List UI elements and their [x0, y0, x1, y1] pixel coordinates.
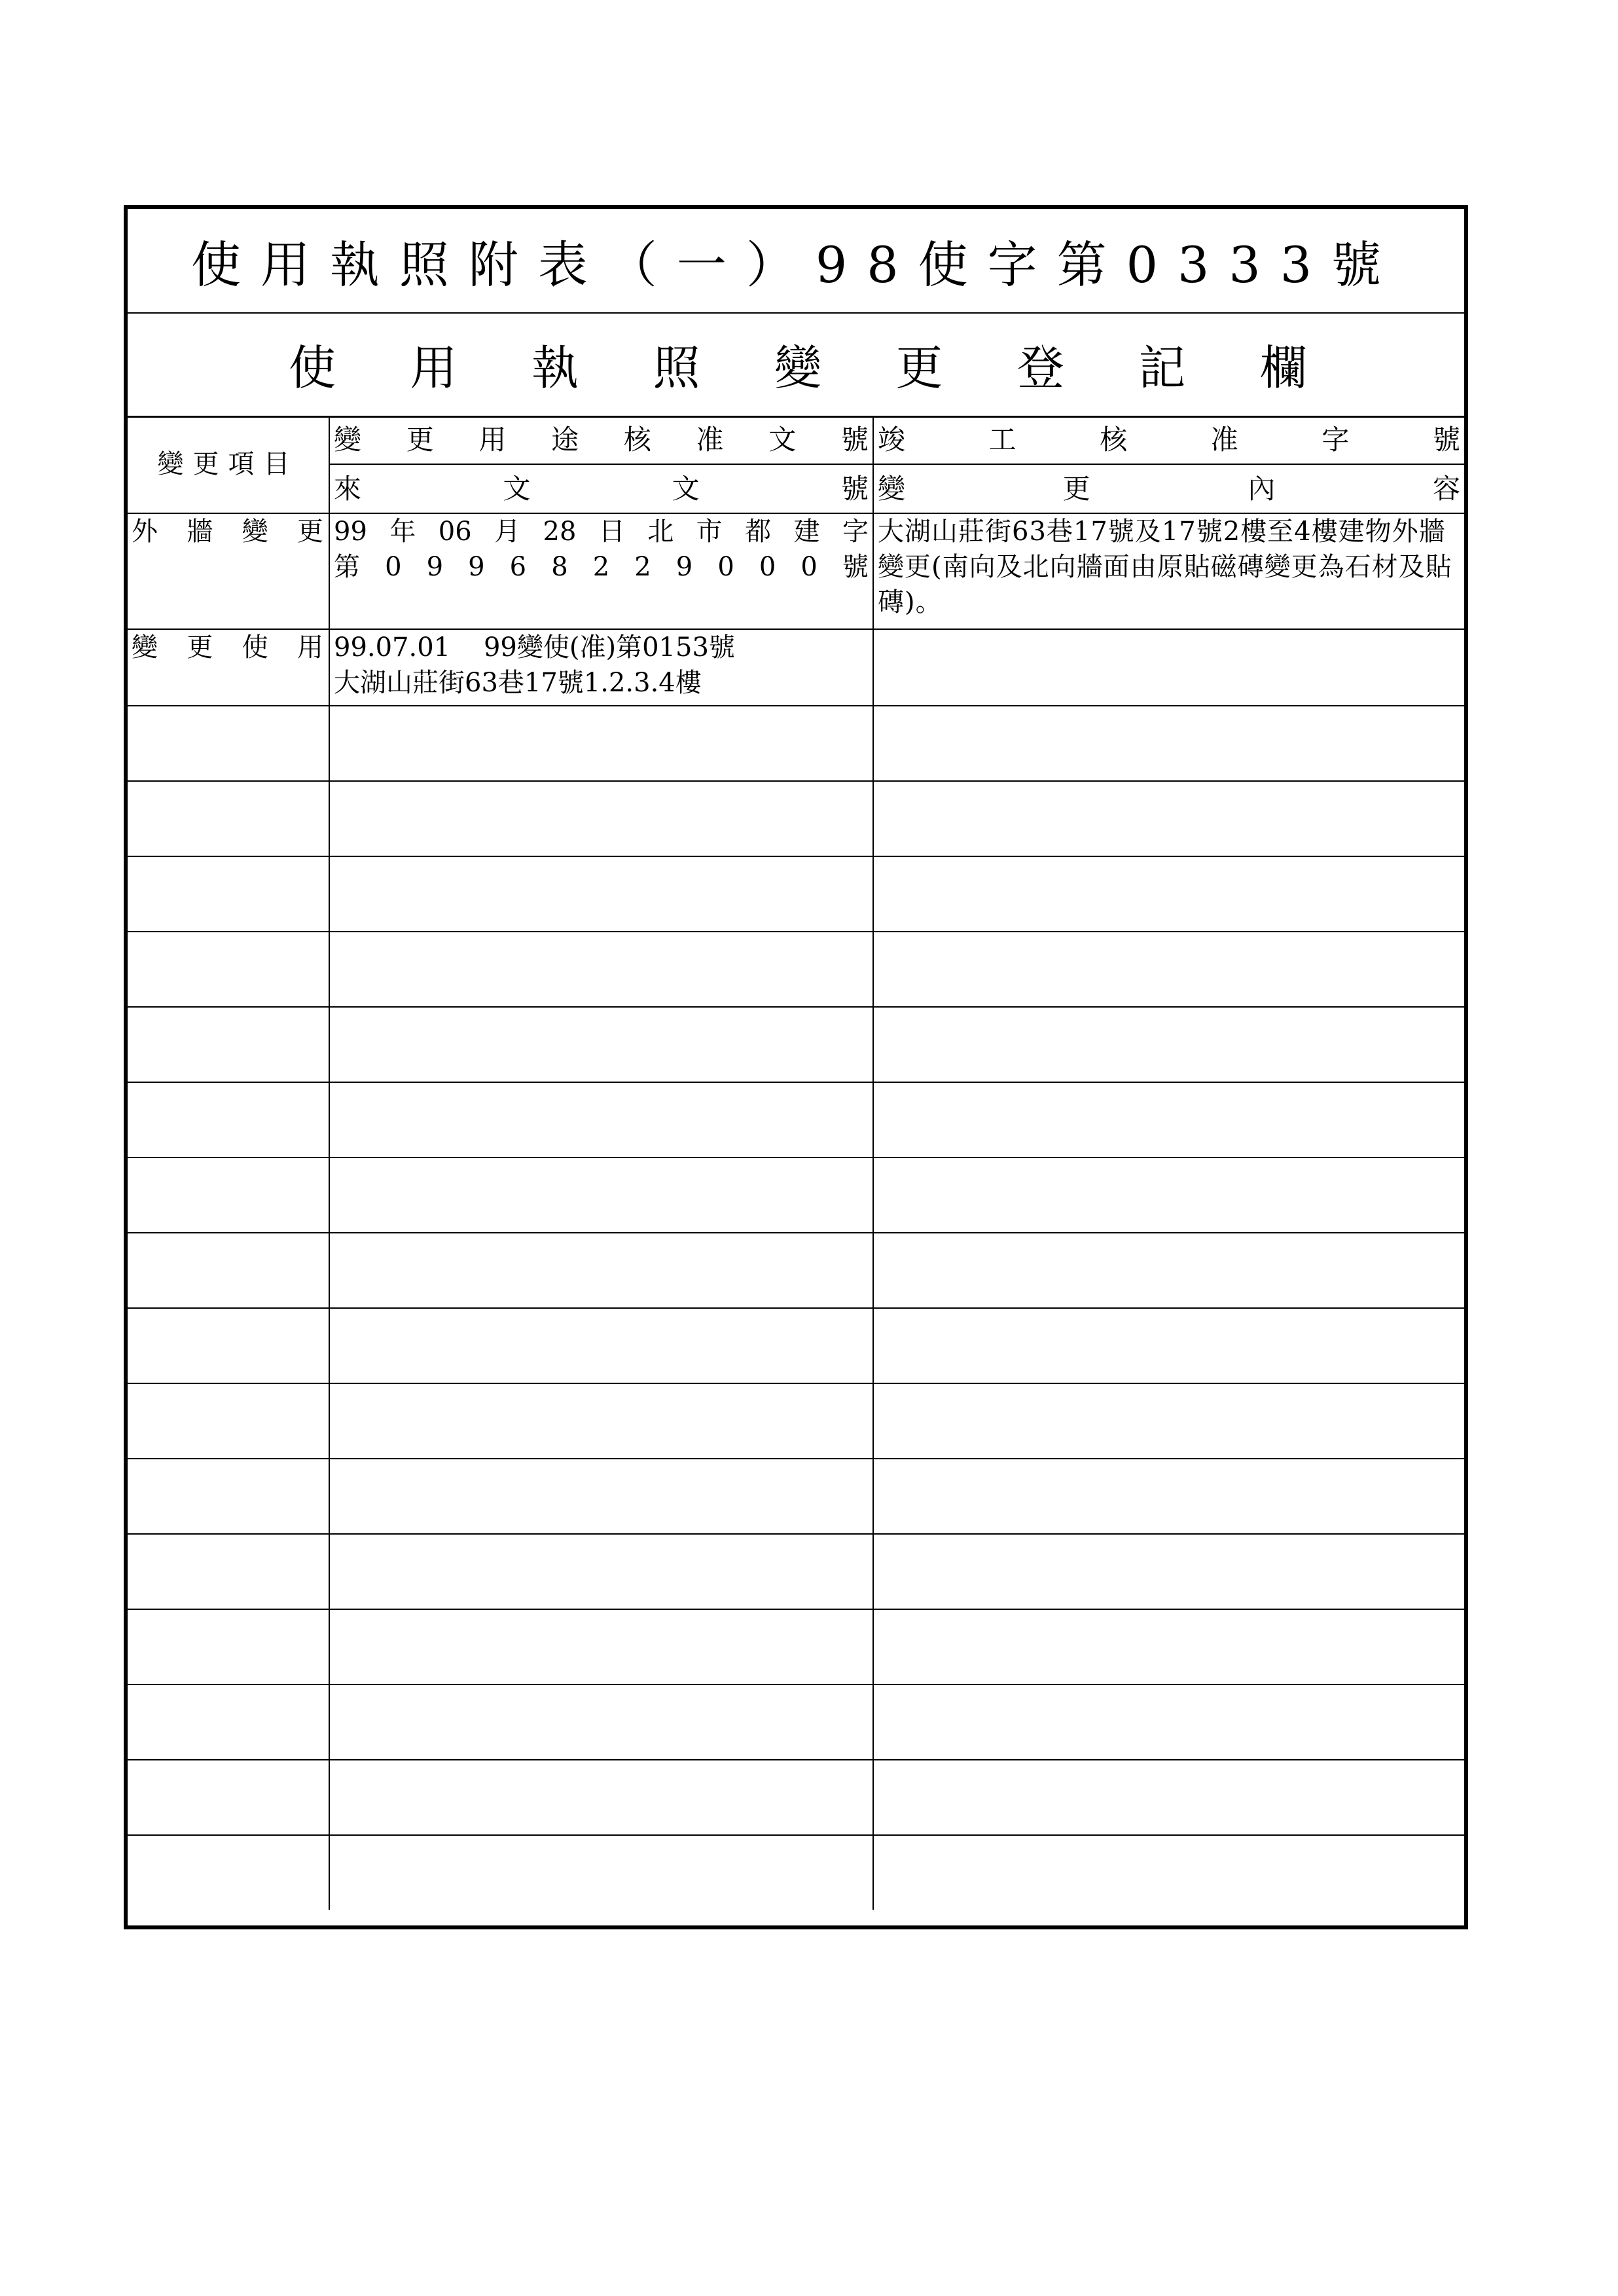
form-char: 字: [842, 517, 869, 547]
form-char: 變: [774, 340, 821, 395]
row-item-label: [128, 629, 329, 706]
form-char: 0: [800, 552, 818, 582]
form-char: 文: [672, 472, 700, 505]
form-char: 9: [675, 552, 693, 582]
form-char: 年: [389, 517, 416, 547]
form-char: 06: [438, 517, 472, 547]
table-row-empty: [128, 1082, 1464, 1157]
header-change-item: 變更項目: [128, 416, 329, 513]
table-row-empty: [128, 1534, 1464, 1609]
form-char: 文: [503, 472, 531, 505]
change-register-table: [128, 416, 1464, 1910]
form-char: 用: [410, 340, 458, 395]
form-char: 號: [840, 472, 869, 505]
header-incoming-doc-no: [329, 464, 873, 513]
form-char: 牆: [187, 517, 213, 547]
form-char: 28: [543, 517, 577, 547]
form-char: 2: [592, 552, 610, 582]
table-row-empty: [128, 1157, 1464, 1233]
form-char: 外: [132, 517, 158, 547]
form-char: 竣: [878, 423, 906, 456]
form-char: 月: [494, 517, 521, 547]
form-char: 變: [878, 472, 906, 505]
form-char: 容: [1432, 472, 1460, 505]
form-char: 執: [531, 340, 579, 395]
table-row-empty: [128, 1760, 1464, 1835]
form-char: 途: [551, 423, 579, 456]
table-row: [128, 629, 1464, 706]
form-char: 市: [696, 517, 723, 547]
form-char: 使: [289, 340, 336, 395]
form-char: 號: [840, 423, 869, 456]
header-change-content: [873, 464, 1464, 513]
form-char: 變: [132, 632, 158, 663]
table-row-empty: [128, 1007, 1464, 1082]
form-char: 准: [1210, 423, 1238, 456]
form-char: 更: [1062, 472, 1090, 505]
row-doc-number: [329, 513, 873, 629]
form-char: 核: [623, 423, 651, 456]
form-char: 欄: [1259, 340, 1307, 395]
subtitle-text: [289, 312, 1307, 416]
table-row-empty: [128, 1609, 1464, 1685]
form-char: 更: [297, 517, 323, 547]
form-char: 號: [842, 552, 869, 582]
form-char: 0: [385, 552, 402, 582]
form-char: 字: [1321, 423, 1350, 456]
form-char: 99: [334, 517, 367, 547]
form-char: 准: [696, 423, 724, 456]
form-char: 第: [334, 552, 360, 582]
form-char: 日: [598, 517, 625, 547]
row-change-content: 大湖山莊街63巷17號及17號2樓至4樓建物外牆變更(南向及北向牆面由原貼磁磚變更為石材及貼磚)。: [873, 513, 1464, 629]
form-char: 內: [1248, 472, 1276, 505]
table-row-empty: [128, 1459, 1464, 1534]
table-row-empty: [128, 932, 1464, 1007]
form-char: 9: [426, 552, 444, 582]
row-doc-number: 99.07.01 99變使(准)第0153號 大湖山莊街63巷17號1.2.3.4樓: [329, 629, 873, 706]
form-char: 文: [768, 423, 797, 456]
form-char: 2: [634, 552, 651, 582]
form-char: 記: [1138, 340, 1186, 395]
form-char: 照: [653, 340, 700, 395]
form-char: 0: [759, 552, 776, 582]
form-char: 號: [1432, 423, 1460, 456]
form-char: 更: [895, 340, 943, 395]
table-row-empty: [128, 1383, 1464, 1459]
form-char: 工: [988, 423, 1016, 456]
form-char: 變: [242, 517, 268, 547]
table-row-empty: [128, 1835, 1464, 1910]
form-char: 9: [468, 552, 485, 582]
form-char: 核: [1100, 423, 1128, 456]
form-subtitle: [128, 312, 1464, 418]
form-char: 用: [478, 423, 507, 456]
form-char: 登: [1016, 340, 1064, 395]
header-completion-approval-no: [873, 416, 1464, 464]
table-row-empty: [128, 856, 1464, 932]
form-char: 0: [717, 552, 734, 582]
form-char: 8: [551, 552, 568, 582]
form-char: 北: [647, 517, 674, 547]
form-char: 更: [187, 632, 213, 663]
row-change-content: [873, 629, 1464, 706]
form-char: 建: [793, 517, 820, 547]
form-title: 使用執照附表（一）98使字第0333號: [128, 209, 1464, 314]
form-char: 6: [509, 552, 527, 582]
table-row: [128, 513, 1464, 629]
table-row-empty: [128, 1233, 1464, 1308]
form-char: 更: [406, 423, 434, 456]
table-row-empty: [128, 781, 1464, 856]
table-row-empty: [128, 1685, 1464, 1760]
table-row-empty: [128, 1308, 1464, 1383]
row-item-label: [128, 513, 329, 629]
table-row-empty: [128, 706, 1464, 781]
header-approval-doc-no: [329, 416, 873, 464]
form-char: 變: [334, 423, 362, 456]
license-form: [124, 205, 1468, 1929]
form-char: 來: [334, 472, 362, 505]
form-char: 用: [297, 632, 323, 663]
form-char: 都: [745, 517, 772, 547]
form-char: 使: [242, 632, 268, 663]
